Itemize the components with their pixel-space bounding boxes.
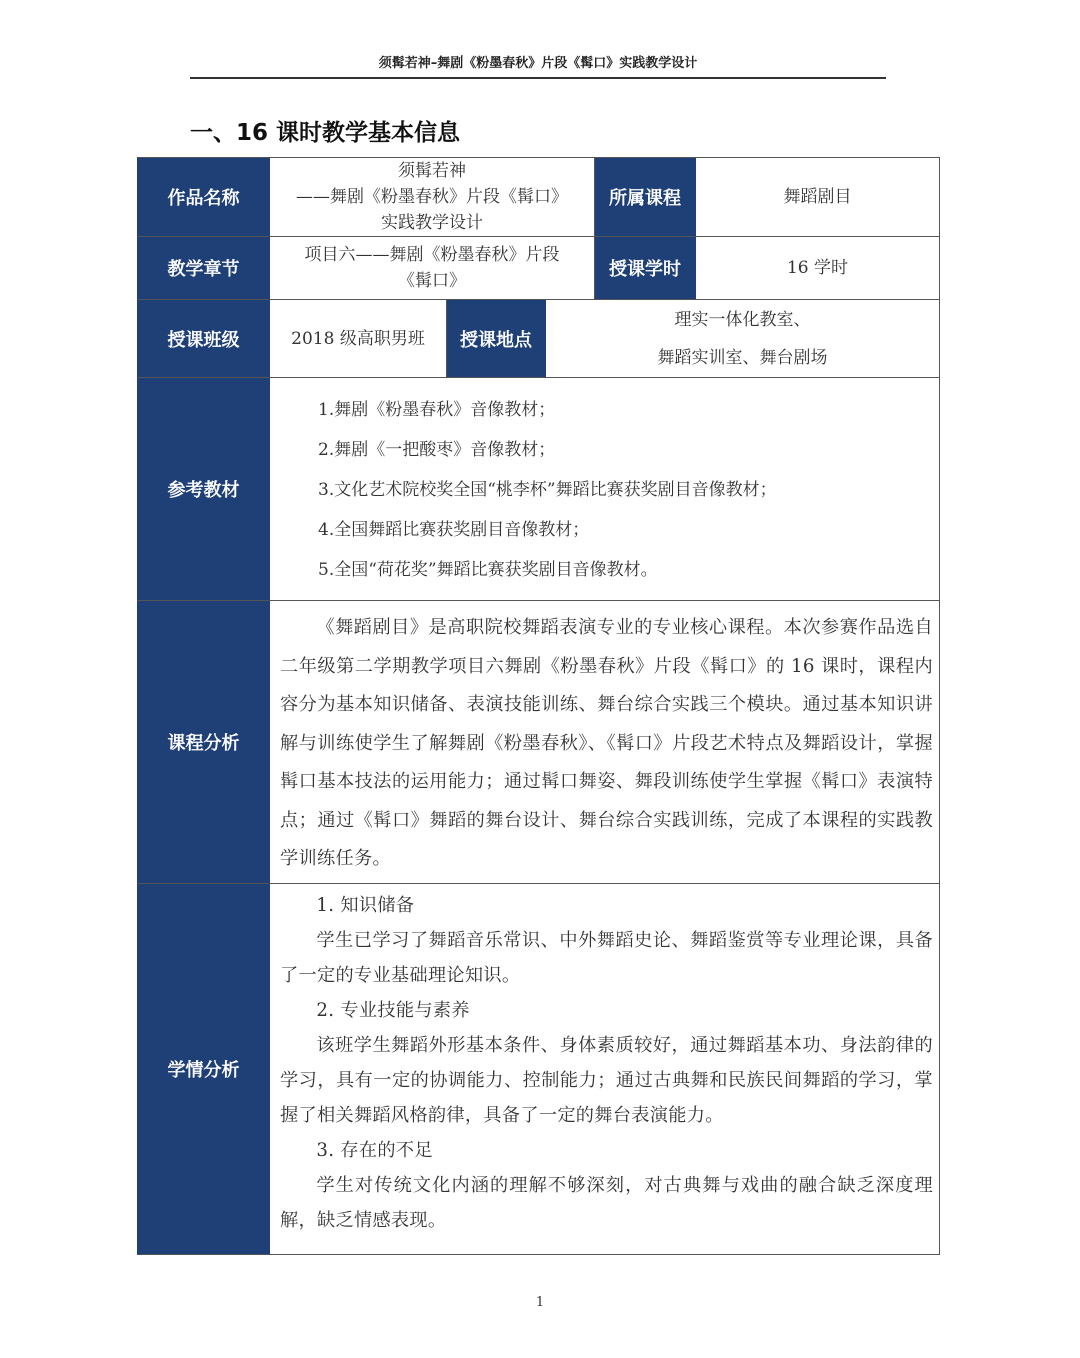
student-analysis-paragraph-2: 该班学生舞蹈外形基本条件、身体素质较好，通过舞蹈基本功、身法韵律的学习，具有一定的协调能力、控制能力；通过古典舞和民族民间舞蹈的学习，掌握了相关舞蹈风格韵律，具备了一定的舞台表演能力。 [280, 1035, 933, 1126]
reference-item: 4.全国舞蹈比赛获奖剧目音像教材； [318, 520, 590, 540]
info-table [137, 157, 940, 1255]
student-analysis-paragraph-3: 学生对传统文化内涵的理解不够深刻，对古典舞与戏曲的融合缺乏深度理解，缺乏情感表现。 [280, 1175, 933, 1231]
value-student-analysis [270, 884, 940, 1255]
reference-item: 1.舞剧《粉墨春秋》音像教材； [318, 400, 556, 420]
work-name-line-2: ——舞剧《粉墨春秋》片段《髯口》 [296, 187, 568, 207]
reference-item: 2.舞剧《一把酸枣》音像教材； [318, 440, 556, 460]
value-course-analysis [270, 601, 940, 884]
value-chapter [270, 237, 595, 300]
student-analysis-heading-2: 2. 专业技能与素养 [316, 1000, 470, 1021]
chapter-line-2: 《髯口》 [398, 271, 466, 291]
reference-item: 5.全国“荷花奖”舞蹈比赛获奖剧目音像教材。 [318, 560, 658, 580]
label-references: 参考教材 [137, 378, 270, 601]
page-header-title: 须髯若神–舞剧《粉墨春秋》片段《髯口》实践教学设计 [378, 56, 698, 71]
label-hours: 授课学时 [595, 237, 696, 300]
label-work-name: 作品名称 [137, 157, 270, 237]
location-line-1: 理实一体化教室、 [674, 309, 811, 330]
value-work-name [270, 157, 595, 237]
value-course: 舞蹈剧目 [696, 157, 940, 237]
student-analysis-heading-3: 3. 存在的不足 [316, 1140, 433, 1161]
label-student-analysis: 学情分析 [137, 884, 270, 1255]
student-analysis-heading-1: 1. 知识储备 [316, 895, 415, 916]
student-analysis-paragraph-1: 学生已学习了舞蹈音乐常识、中外舞蹈史论、舞蹈鉴赏等专业理论课，具备了一定的专业基础理论知识。 [280, 930, 933, 986]
work-name-line-3: 实践教学设计 [381, 213, 483, 233]
label-location: 授课地点 [447, 300, 546, 378]
label-course-analysis: 课程分析 [137, 601, 270, 884]
chapter-line-1: 项目六——舞剧《粉墨春秋》片段 [304, 245, 560, 265]
course-analysis-text: 《舞蹈剧目》是高职院校舞蹈表演专业的专业核心课程。本次参赛作品选自二年级第二学期教学项目六舞剧《粉墨春秋》片段《髯口》的 16 课时，课程内容分为基本知识储备、表演技能训练、舞台综合实践三个模块。通过基本知识讲解与训练使学生了解舞剧《粉墨春秋》、《髯口》片段艺术特点及舞蹈设计，掌握髯口基本技法的运用能力；通过髯口舞姿、舞段训练使学生掌握《髯口》表演特点；通过《髯口》舞蹈的舞台设计、舞台综合实践训练，完成了本课程的实践教学训练任务。 [280, 617, 933, 869]
label-course: 所属课程 [595, 157, 696, 237]
section-title: 一、16 课时教学基本信息 [190, 120, 461, 146]
label-class: 授课班级 [137, 300, 270, 378]
location-line-2: 舞蹈实训室、舞台剧场 [657, 347, 828, 368]
reference-item: 3.文化艺术院校奖全国“桃李杯”舞蹈比赛获奖剧目音像教材； [318, 480, 777, 500]
value-references [270, 378, 940, 601]
value-class: 2018 级高职男班 [270, 300, 447, 378]
label-chapter: 教学章节 [137, 237, 270, 300]
value-location [546, 300, 940, 378]
value-hours: 16 学时 [696, 237, 940, 300]
work-name-line-1: 须髯若神 [398, 161, 466, 181]
header-rule [190, 77, 886, 79]
page-number: 1 [535, 1295, 545, 1310]
